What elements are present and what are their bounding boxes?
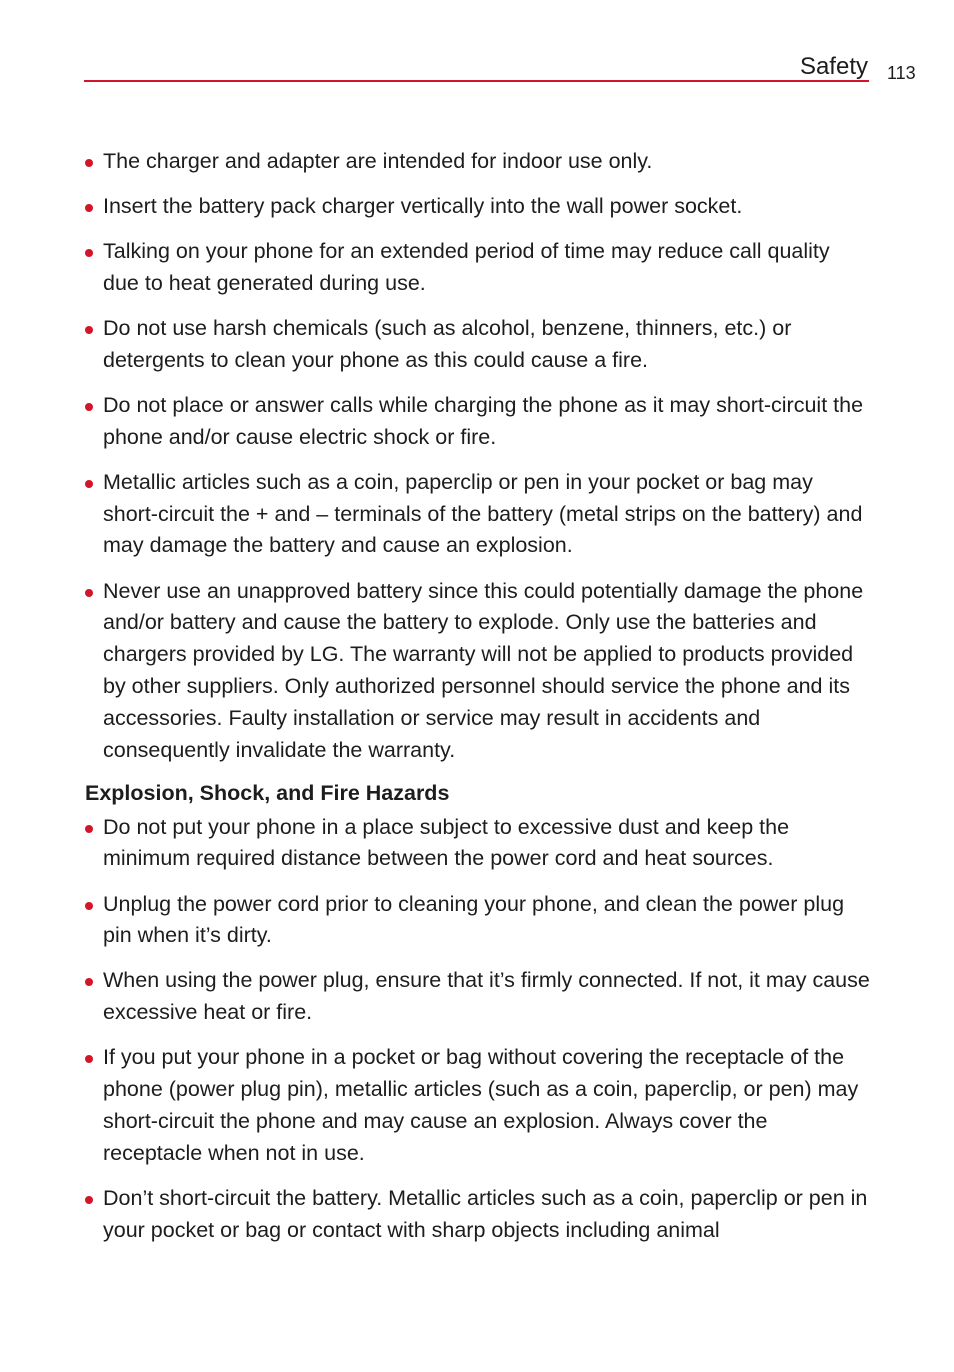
list-item-text: Metallic articles such as a coin, paperclip or pen in your pocket or bag may short-circuit the + and – terminals of the battery (metal strips on the battery) and may damage the battery and cause an explosion. (103, 469, 863, 558)
bullet-icon (85, 403, 93, 411)
list-item-text: Talking on your phone for an extended period of time may reduce call quality due to heat generated during use. (103, 239, 830, 295)
list-item-text: Do not place or answer calls while charging the phone as it may short-circuit the phone and/or cause electric shock or fire. (103, 392, 864, 449)
bullet-icon (85, 902, 93, 910)
list-item-text: When using the power plug, ensure that it’s firmly connected. If not, it may cause excessive heat or fire. (103, 968, 870, 1025)
page-number: 113 (887, 63, 916, 83)
bullet-icon (85, 159, 93, 167)
list-item-text: Never use an unapproved battery since this could potentially damage the phone and/or battery and cause the battery to explode. Only use the batteries and chargers provided by LG. The warranty will not be applied to products provided by other suppliers. Only authorized personnel should service the phone and its accessories. Faulty installation or service may result in accidents and consequently invalidate the warranty. (103, 578, 864, 762)
list-item-text: Don’t short-circuit the battery. Metallic articles such as a coin, paperclip or pen in your pocket or bag or contact with sharp objects including animal (103, 1185, 868, 1242)
bullet-icon (85, 204, 93, 212)
list-item (84, 390, 870, 454)
bullet-icon (85, 1196, 93, 1204)
list-item (84, 191, 870, 223)
list-item (84, 146, 870, 178)
list-item (84, 889, 870, 953)
section-heading: Explosion, Shock, and Fire Hazards (85, 780, 450, 805)
list-item-text: The charger and adapter are intended for indoor use only. (103, 149, 653, 173)
bullet-icon (85, 978, 93, 986)
list-item (84, 1042, 870, 1169)
bullet-icon (85, 326, 93, 334)
list-item (84, 236, 870, 300)
list-item-text: Unplug the power cord prior to cleaning your phone, and clean the power plug pin when it’s dirty. (103, 891, 845, 948)
safety-list (84, 146, 870, 766)
list-item (84, 812, 870, 876)
list-item (84, 1183, 870, 1247)
bullet-icon (85, 249, 93, 257)
list-item-text: Insert the battery pack charger vertically into the wall power socket. (103, 194, 743, 219)
header-divider (84, 80, 869, 82)
list-item (84, 467, 870, 562)
section-title: Safety (799, 53, 868, 80)
bullet-icon (85, 825, 93, 833)
list-item-text: If you put your phone in a pocket or bag without covering the receptacle of the phone (power plug pin), metallic articles (such as a coin, paperclip, or pen) may short-circuit the phone and may cause an explosion. Always cover the receptacle when not in use. (103, 1045, 859, 1165)
list-item (84, 576, 870, 767)
list-item (84, 965, 870, 1029)
bullet-icon (85, 480, 93, 488)
bullet-icon (85, 589, 93, 597)
list-item-text: Do not put your phone in a place subject to excessive dust and keep the minimum required distance between the power cord and heat sources. (103, 814, 790, 871)
bullet-icon (85, 1055, 93, 1063)
page-content (84, 146, 870, 1260)
hazards-list (84, 812, 870, 1247)
list-item-text: Do not use harsh chemicals (such as alcohol, benzene, thinners, etc.) or detergents to clean your phone as this could cause a fire. (103, 316, 792, 372)
list-item (84, 313, 870, 377)
